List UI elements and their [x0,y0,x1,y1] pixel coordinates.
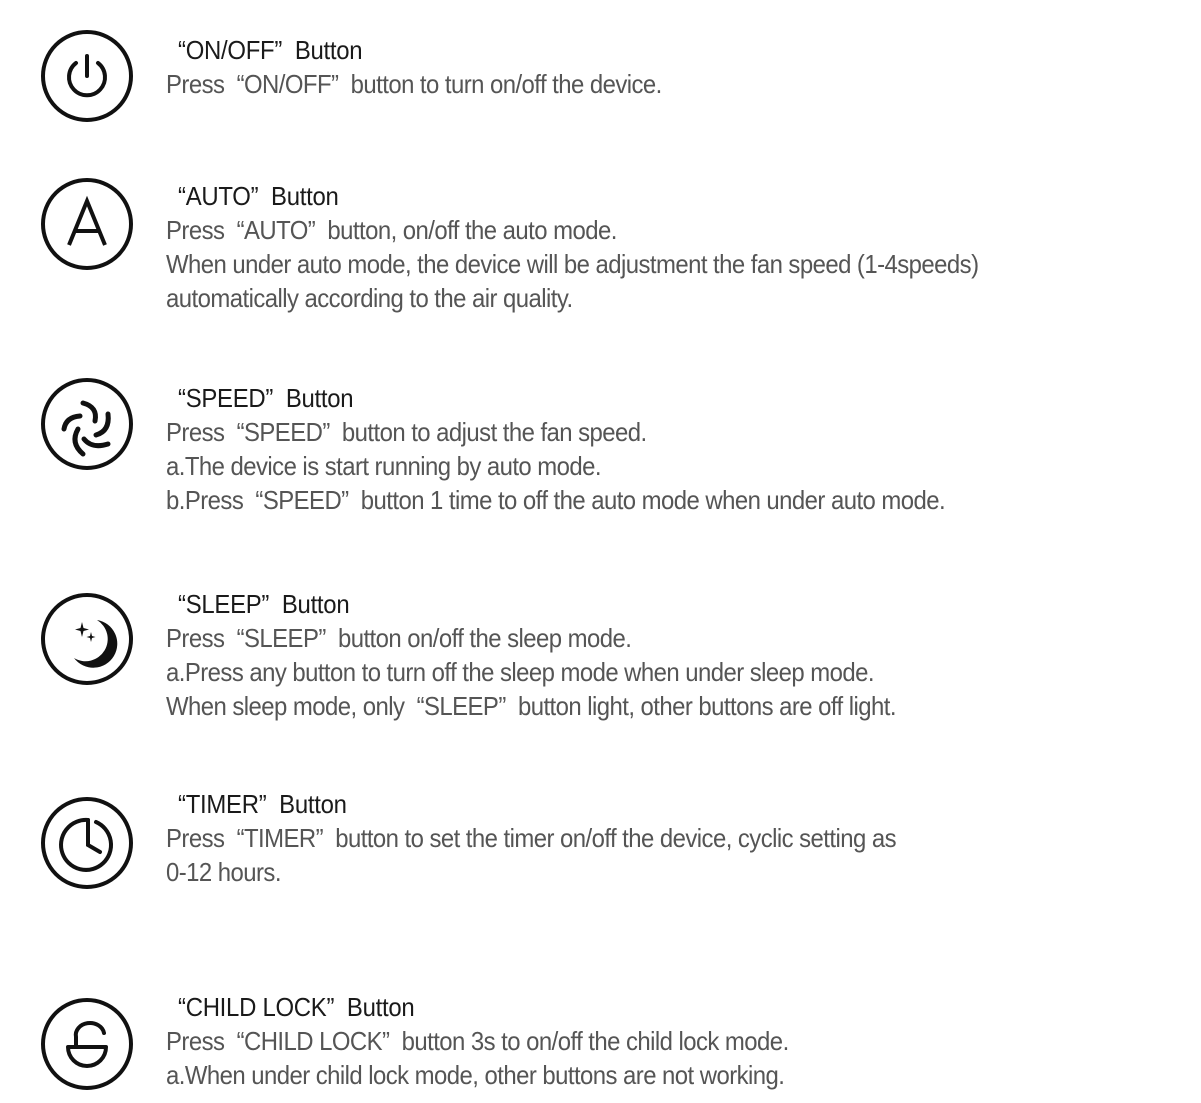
power-icon [40,29,134,123]
timer-desc-line: 0-12 hours. [166,857,281,887]
sleep-moon-icon [40,592,134,686]
auto-desc-line: automatically according to the air quality. [166,283,573,313]
speed-desc-line: b.Press “SPEED” button 1 time to off the auto mode when under auto mode. [166,485,946,515]
speed-desc-line: Press “SPEED” button to adjust the fan speed. [166,417,647,447]
on-off-desc-line: Press “ON/OFF” button to turn on/off the device. [166,69,662,99]
on-off-title: “ON/OFF” Button [178,35,363,65]
child-lock-icon [40,997,134,1091]
timer-desc-line: Press “TIMER” button to set the timer on/off the device, cyclic setting as [166,823,897,853]
child-lock-desc-line: Press “CHILD LOCK” button 3s to on/off the child lock mode. [166,1026,789,1056]
auto-desc-line: When under auto mode, the device will be adjustment the fan speed (1-4speeds) [166,249,979,279]
sleep-desc-line: a.Press any button to turn off the sleep mode when under sleep mode. [166,657,875,687]
auto-desc-line: Press “AUTO” button, on/off the auto mode. [166,215,617,245]
speed-title: “SPEED” Button [178,383,354,413]
timer-clock-icon [40,796,134,890]
sleep-desc-line: Press “SLEEP” button on/off the sleep mode. [166,623,632,653]
speed-desc-line: a.The device is start running by auto mode. [166,451,601,481]
fan-speed-icon [40,377,134,471]
child-lock-desc-line: a.When under child lock mode, other buttons are not working. [166,1060,785,1090]
timer-title: “TIMER” Button [178,789,347,819]
auto-title: “AUTO” Button [178,181,339,211]
auto-a-icon [40,177,134,271]
sleep-title: “SLEEP” Button [178,589,350,619]
child-lock-title: “CHILD LOCK” Button [178,992,415,1022]
sleep-desc-line: When sleep mode, only “SLEEP” button light, other buttons are off light. [166,691,896,721]
